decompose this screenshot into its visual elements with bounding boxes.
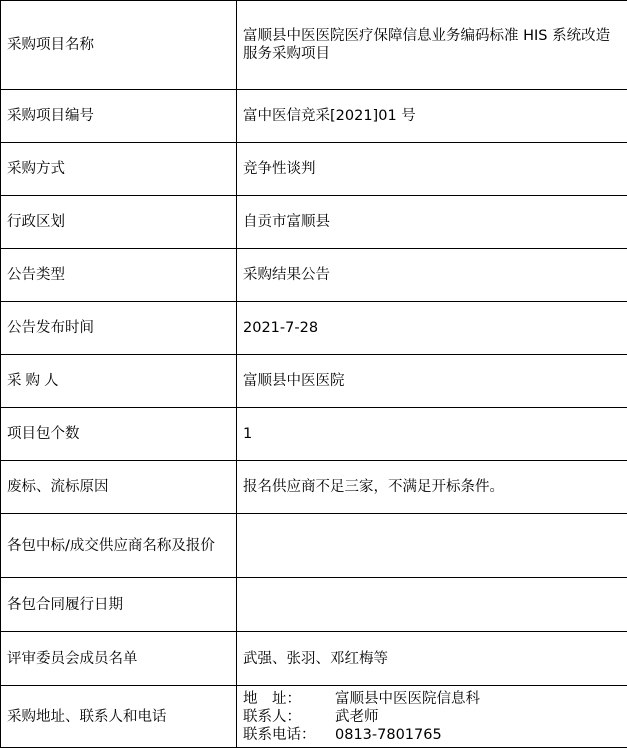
label-project-number: 采购项目编号 (1, 90, 237, 143)
table-row (1, 302, 627, 355)
table-row (1, 408, 627, 461)
label-project-name: 采购项目名称 (1, 1, 237, 90)
value-announcement-type: 采购结果公告 (237, 249, 627, 302)
label-contract-dates: 各包合同履行日期 (1, 578, 237, 632)
contact-phone-key: 联系电话： (243, 726, 335, 744)
label-review-committee: 评审委员会成员名单 (1, 632, 237, 686)
table-row (1, 355, 627, 408)
value-project-number: 富中医信竞采[2021]01 号 (237, 90, 627, 143)
contact-person-key: 联系人： (243, 708, 335, 726)
contact-phone: 0813-7801765 (335, 727, 442, 743)
value-administrative-region: 自贡市富顺县 (237, 196, 627, 249)
table-row (1, 578, 627, 632)
table-row (1, 461, 627, 514)
label-procurement-method: 采购方式 (1, 143, 237, 196)
table-row (1, 249, 627, 302)
label-failure-reason: 废标、流标原因 (1, 461, 237, 514)
contact-address-key: 地 址： (243, 690, 335, 708)
contact-phone-line (243, 726, 621, 744)
value-publish-time: 2021-7-28 (237, 302, 627, 355)
table-row (1, 90, 627, 143)
label-contact-info: 采购地址、联系人和电话 (1, 686, 237, 748)
value-contact-info (237, 686, 627, 748)
value-project-name: 富顺县中医医院医疗保障信息业务编码标准 HIS 系统改造服务采购项目 (237, 1, 627, 90)
label-purchaser: 采购人 (1, 355, 237, 408)
value-winning-suppliers (237, 514, 627, 578)
value-contract-dates (237, 578, 627, 632)
contact-person: 武老师 (335, 709, 379, 725)
value-package-count: 1 (237, 408, 627, 461)
value-procurement-method: 竞争性谈判 (237, 143, 627, 196)
label-administrative-region: 行政区划 (1, 196, 237, 249)
label-winning-suppliers: 各包中标/成交供应商名称及报价 (1, 514, 237, 578)
table-row (1, 686, 627, 748)
label-publish-time: 公告发布时间 (1, 302, 237, 355)
contact-person-line (243, 708, 621, 726)
table-row (1, 196, 627, 249)
label-announcement-type: 公告类型 (1, 249, 237, 302)
table-row (1, 143, 627, 196)
label-package-count: 项目包个数 (1, 408, 237, 461)
value-purchaser: 富顺县中医医院 (237, 355, 627, 408)
contact-address-line (243, 690, 621, 708)
value-failure-reason: 报名供应商不足三家，不满足开标条件。 (237, 461, 627, 514)
value-review-committee: 武强、张羽、邓红梅等 (237, 632, 627, 686)
table-row (1, 632, 627, 686)
table-row (1, 1, 627, 90)
table-row (1, 514, 627, 578)
contact-address: 富顺县中医医院信息科 (335, 691, 480, 707)
